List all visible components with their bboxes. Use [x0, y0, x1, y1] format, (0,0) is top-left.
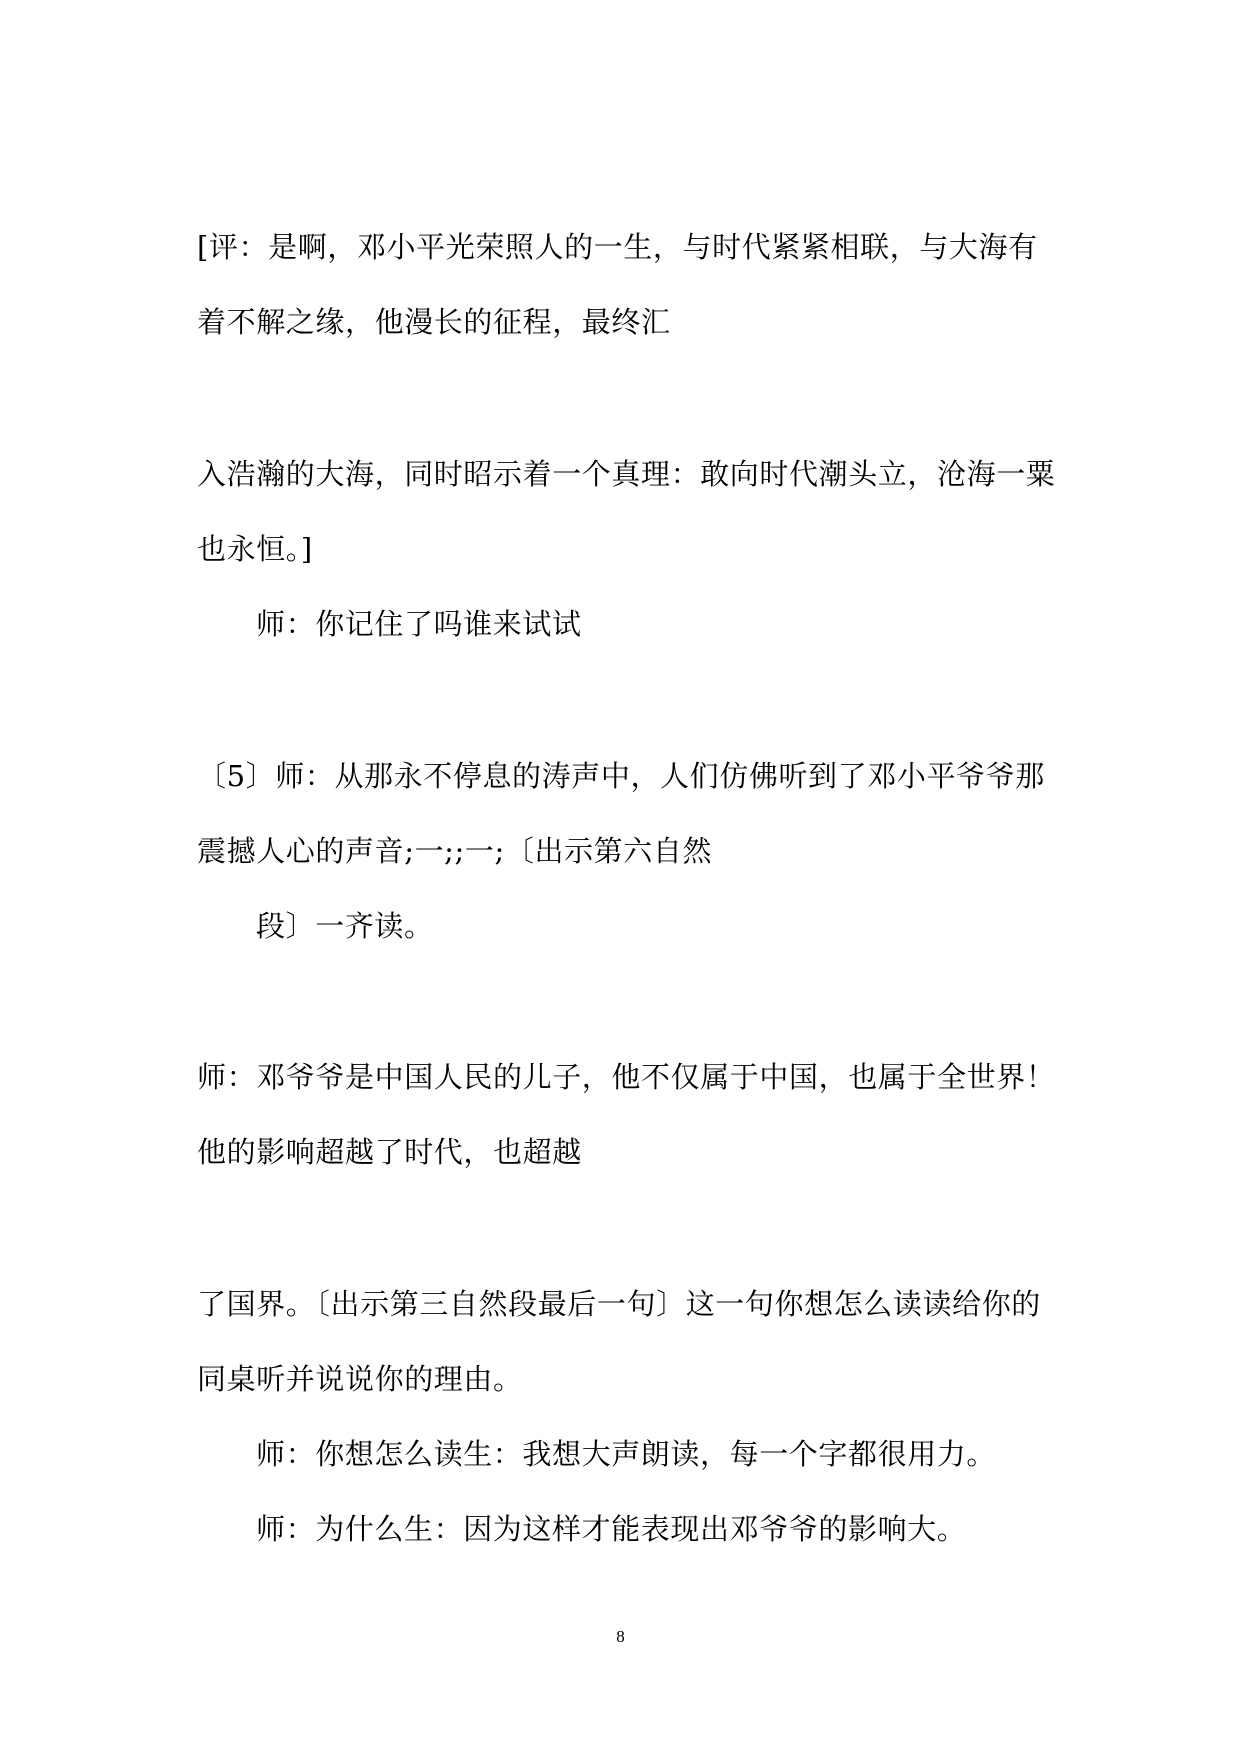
teacher-paragraph-line-4: 同桌听并说说你的理由。 [197, 1362, 523, 1396]
teacher-paragraph-line-1: 师：邓爷爷是中国人民的儿子，他不仅属于中国，也属于全世界！ [197, 1060, 1056, 1094]
teacher-paragraph-line-3: 了国界。〔出示第三自然段最后一句〕这一句你想怎么读读给你的 [197, 1287, 1041, 1321]
comment-paragraph-line-3: 入浩瀚的大海，同时昭示着一个真理：敢向时代潮头立，沧海一粟 [197, 457, 1056, 491]
dialogue-line-2: 师：为什么生：因为这样才能表现出邓爷爷的影响大。 [256, 1512, 967, 1546]
step-5-line-2: 震撼人心的声音;一;;一;〔出示第六自然 [197, 834, 713, 868]
step-5-line-3: 段〕一齐读。 [256, 909, 434, 943]
comment-paragraph-line-2: 着不解之缘，他漫长的征程，最终汇 [197, 305, 671, 339]
comment-paragraph-line-4: 也永恒。] [197, 532, 313, 566]
teacher-question-line: 师：你记住了吗谁来试试 [256, 607, 582, 641]
teacher-paragraph-line-2: 他的影响超越了时代，也超越 [197, 1135, 582, 1169]
dialogue-line-1: 师：你想怎么读生：我想大声朗读，每一个字都很用力。 [256, 1437, 997, 1471]
step-5-line-1: 〔5〕师：从那永不停息的涛声中，人们仿佛听到了邓小平爷爷那 [197, 759, 1045, 793]
comment-paragraph-line-1: [评：是啊，邓小平光荣照人的一生，与时代紧紧相联，与大海有 [197, 230, 1038, 264]
page-number: 8 [616, 1627, 625, 1646]
